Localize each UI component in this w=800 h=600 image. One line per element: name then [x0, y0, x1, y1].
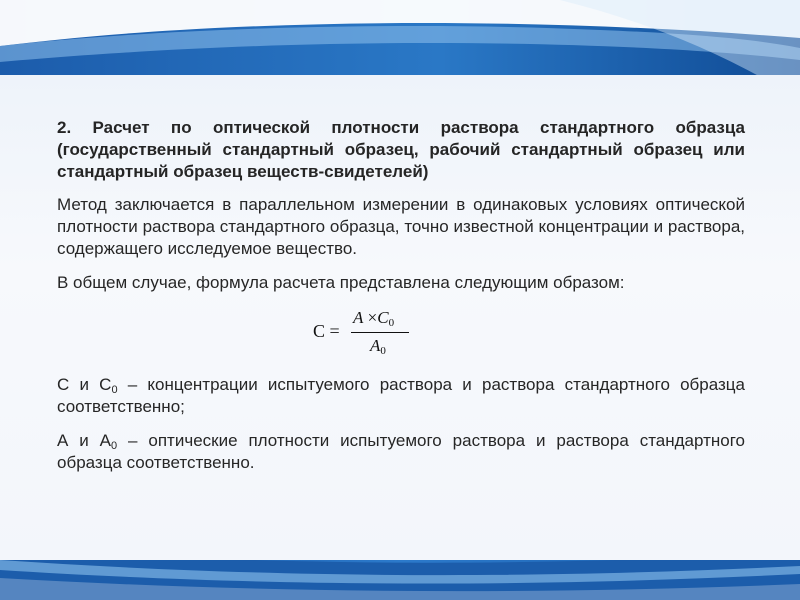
- denominator-a: A: [370, 336, 381, 355]
- definition-concentrations: [57, 374, 745, 418]
- definition-c-prefix: С и С: [57, 375, 112, 394]
- formula-numerator: [353, 308, 394, 328]
- numerator-c-subscript: 0: [388, 317, 395, 329]
- denominator-subscript: 0: [380, 345, 386, 357]
- method-description: Метод заключается в параллельном измерении в одинаковых условиях оптической плотности раствора стандартного образца, точно известной концентрации и раствора, содержащего исследуемое вещество.: [57, 195, 745, 258]
- definition-a-prefix: А и А: [57, 431, 111, 450]
- formula-denominator: [370, 336, 386, 356]
- definition-c-text: – концентрации испытуемого раствора и раствора стандартного образца соответственно;: [57, 375, 745, 416]
- formula-lhs: C =: [313, 321, 340, 341]
- formula-intro: В общем случае, формула расчета представлена следующим образом:: [57, 273, 625, 292]
- slide-heading: 2. Расчет по оптической плотности раствора стандартного образца (государственный стандартный образец, рабочий стандартный образец или стандартный образец веществ-свидетелей): [57, 118, 745, 181]
- numerator-a: A: [353, 308, 364, 327]
- definition-c-subscript: 0: [111, 384, 118, 396]
- definition-a-subscript: 0: [111, 440, 118, 452]
- numerator-c: C: [377, 308, 389, 327]
- slide-content: [57, 117, 745, 486]
- fraction-bar: [351, 332, 409, 333]
- definition-a-text: – оптические плотности испытуемого раствора и раствора стандартного образца соответственно.: [57, 431, 745, 472]
- times-sign: ×: [367, 308, 378, 327]
- definition-optical-densities: [57, 430, 745, 474]
- formula: [57, 306, 745, 360]
